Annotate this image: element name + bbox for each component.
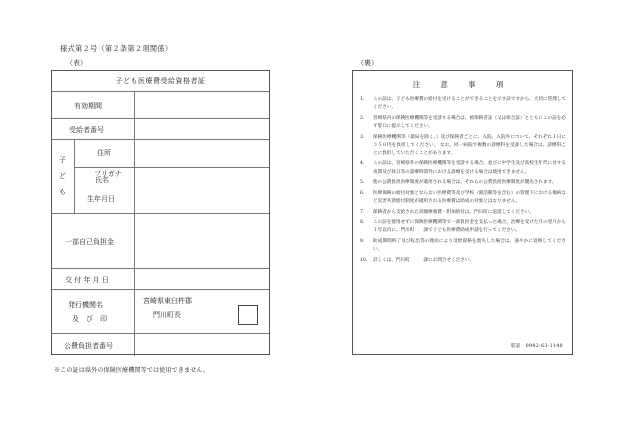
issue-date-label: 交 付 年 月 日: [65, 276, 109, 284]
list-item: 6. 医療保険の給付対象とならない医療費等及び学校（園活動等を含む）の管理下における傷病など災害共済給付制度が適用される医療費は助成の対象とはなりません。: [360, 190, 566, 204]
name-label: 氏名: [95, 176, 109, 184]
divider: [52, 333, 269, 334]
issuer-label-line2: 及 び 印: [72, 315, 107, 323]
notes-list: [360, 96, 566, 268]
list-item: 5. 他の公費負担医療制度が適用される場合は、それらの公費負担医療制度が優先されます。: [360, 180, 557, 186]
list-item: 2. 宮崎県内の保険医療機関等を受診する場合は、被保険者証（又は組合証）とともにこの証を必ず窓口に提示してください。: [360, 115, 566, 129]
divider: [52, 91, 269, 92]
divider: [74, 139, 75, 213]
phone-number: 電話 0982-63-1140: [510, 344, 563, 349]
child-label-1: 子: [59, 156, 66, 164]
divider: [74, 167, 269, 168]
address-label: 住所: [97, 149, 111, 157]
form-number: 様式第２号（第２条第２項関係）: [60, 44, 173, 53]
official-seal-box: [238, 305, 258, 325]
certificate-back: [352, 70, 573, 355]
list-item: 1. この証は、子ども医療費の給付を受けることができることを示す証ですから、大切に管理してください。: [360, 97, 566, 111]
front-side-label: （表）: [66, 59, 87, 67]
divider: [52, 118, 269, 119]
furigana-label: フリガナ: [94, 170, 122, 178]
list-item: 8. この証を使用せずに保険医療機関等で一部負担金を支払った場合、治療を受けた月の翌月から１年以内に、門川町 課で子ども医療費助成申請を行ってください。: [360, 220, 566, 234]
list-item: 10. 詳しくは、門川町 課にお問合せください。: [360, 257, 475, 263]
notes-title: 注 意 事 項: [412, 80, 513, 89]
issuer-name-line1: 宮崎県東臼杵郡: [143, 297, 192, 305]
public-payer-number-label: 公費負担者番号: [64, 342, 113, 350]
child-label-3: も: [59, 188, 66, 196]
back-side-label: （裏）: [357, 59, 378, 67]
list-item: 4. この証は、宮崎県外の保険医療機関等を受診する場合、並びに中学生及び高校生年代に対する夜間及び休日等の診療時間外における診療を受ける場合は使用できません。: [360, 161, 566, 175]
issuer-name-line2: 門川町長: [153, 311, 181, 319]
valid-period-label: 有効期間: [74, 102, 102, 110]
certificate-title: 子ども医療費受給資格者証: [115, 77, 206, 85]
list-item: 7. 保険者から支給された高額療養費・附加給付は、門川町に返還してください。: [360, 209, 534, 215]
list-item: 3. 保険医療機関等（薬局を除く。）及び保険者ごとに、入院、入院外について、それぞれ１日に３５０円を負担してください。 なお、同一病院で複数の診療科を受診した場合は、診療科ごとに負担していただくことがあります。: [360, 134, 566, 156]
issuer-label-line1: 発行機関名: [68, 301, 103, 309]
divider: [134, 91, 135, 356]
certificate-front: [51, 70, 270, 355]
list-item: 9. 助成期間終了及び転出等の理由により受給資格を喪失した場合は、速やかに返納してください。: [360, 239, 566, 253]
divider: [52, 213, 269, 214]
recipient-number-label: 受給者番号: [69, 126, 104, 134]
self-pay-label: 一部自己負担金: [65, 238, 114, 246]
footnote: ※この証は県外の保険医療機関等では使用できません。: [54, 367, 210, 374]
birth-date-label: 生年月日: [87, 195, 115, 203]
divider: [52, 268, 269, 269]
divider: [52, 139, 269, 140]
divider: [52, 289, 269, 290]
child-label-2: ど: [59, 172, 66, 180]
